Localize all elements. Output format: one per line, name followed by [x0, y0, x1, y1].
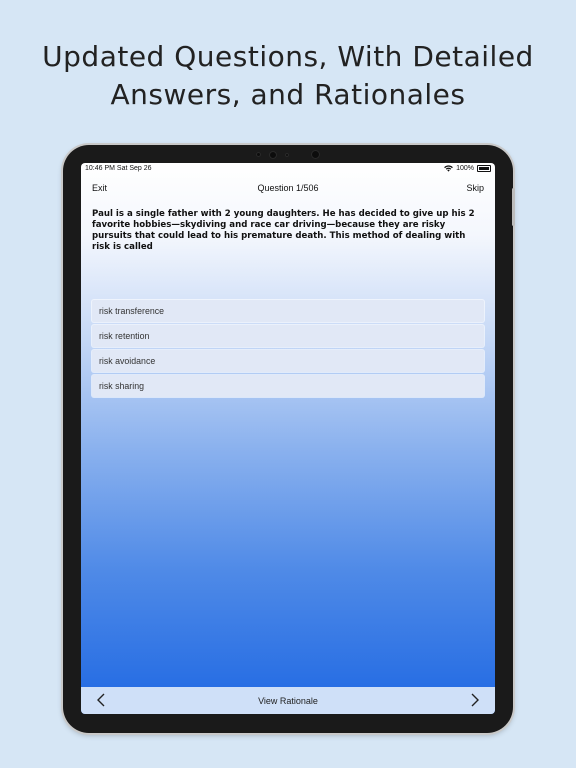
answer-option[interactable]: risk transference — [92, 300, 484, 322]
promo-headline-line2: Answers, and Rationales — [110, 78, 466, 111]
wifi-icon — [444, 165, 453, 172]
camera-sensor-icon — [285, 153, 289, 157]
status-time-date: 10:46 PM Sat Sep 26 — [85, 165, 152, 172]
battery-percent: 100% — [456, 165, 474, 172]
promo-headline — [0, 38, 576, 114]
app-screen — [81, 163, 495, 714]
question-text: Paul is a single father with 2 young daughters. He has decided to give up his 2 favorite hobbies—skydiving and race car driving—because they are risky pursuits that could lead to his premature death. This method of dealing with risk is called — [92, 209, 475, 252]
status-bar — [81, 163, 495, 175]
battery-icon — [477, 165, 491, 172]
skip-button[interactable]: Skip — [466, 183, 484, 193]
answer-options — [92, 300, 484, 400]
answer-option[interactable]: risk sharing — [92, 375, 484, 397]
camera-sensor-icon — [256, 152, 261, 157]
exit-button[interactable]: Exit — [92, 183, 108, 193]
camera-main-icon — [311, 150, 320, 159]
bottom-toolbar — [81, 687, 495, 714]
answer-option[interactable]: risk avoidance — [92, 350, 484, 372]
question-counter-title: Question 1/506 — [257, 183, 319, 193]
answer-option[interactable]: risk retention — [92, 325, 484, 347]
promo-headline-line1: Updated Questions, With Detailed — [42, 40, 534, 73]
status-right — [444, 165, 491, 172]
chevron-right-icon[interactable] — [469, 692, 481, 708]
camera-lens-icon — [269, 151, 277, 159]
side-button — [512, 188, 515, 226]
view-rationale-button[interactable]: View Rationale — [258, 696, 318, 706]
nav-bar — [81, 181, 495, 197]
